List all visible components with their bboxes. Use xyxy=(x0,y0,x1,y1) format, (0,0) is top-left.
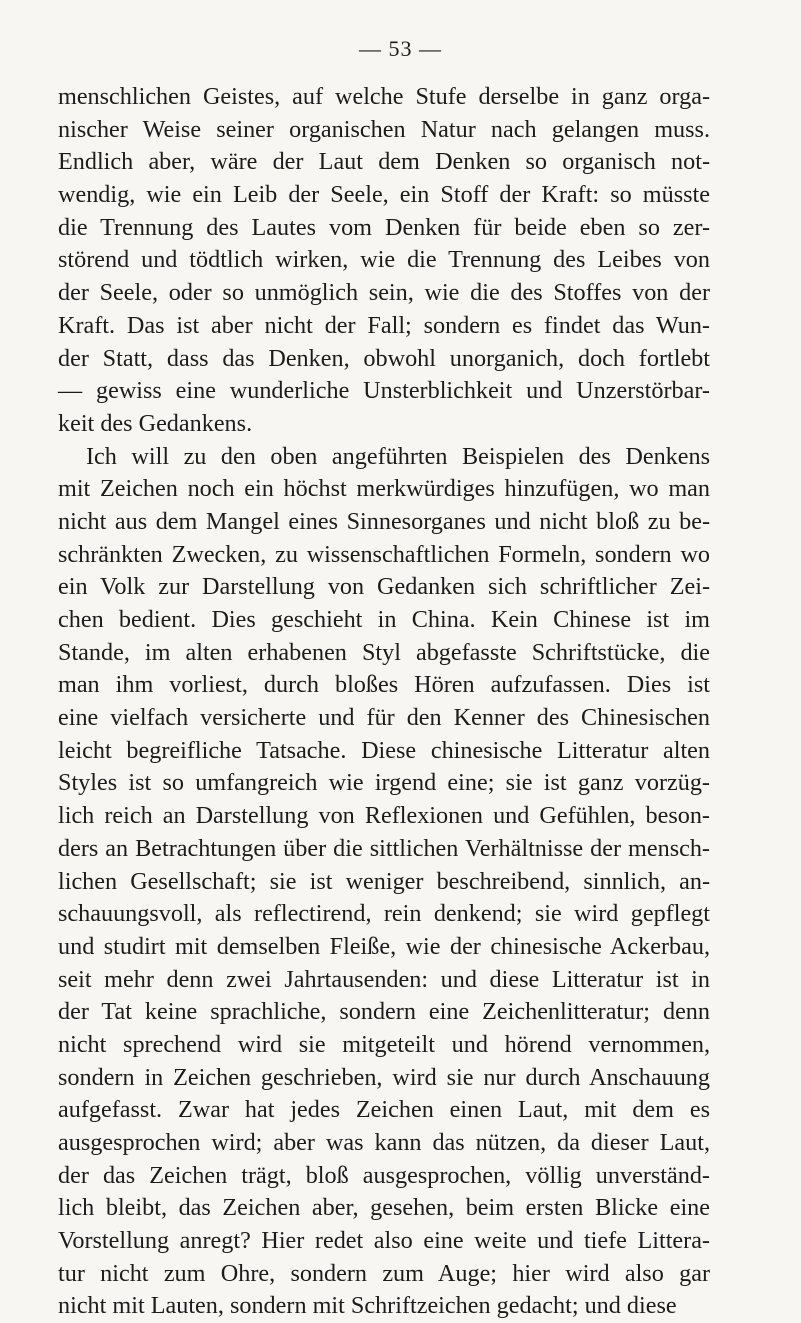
body-text xyxy=(58,81,710,1323)
text-line: nicht sprechend wird sie mitgeteilt und hörend vernommen, xyxy=(58,1030,710,1058)
text-line: ders an Betrachtungen über die sittlichen Verhältnisse der mensch- xyxy=(58,834,710,862)
text-line: lich bleibt, das Zeichen aber, gesehen, beim ersten Blicke eine xyxy=(58,1194,710,1222)
text-line: der das Zeichen trägt, bloß ausgesprochen, völlig unverständ- xyxy=(58,1161,710,1189)
text-line: der Statt, dass das Denken, obwohl unorganich, doch fortlebt xyxy=(58,344,710,372)
text-line: schränkten Zwecken, zu wissenschaftlichen Formeln, sondern wo xyxy=(58,540,710,568)
text-line: seit mehr denn zwei Jahrtausenden: und diese Litteratur ist in xyxy=(58,965,710,993)
text-line: mit Zeichen noch ein höchst merkwürdiges hinzufügen, wo man xyxy=(58,475,710,503)
text-line: Ich will zu den oben angeführten Beispielen des Denkens xyxy=(86,442,710,470)
text-line: störend und tödtlich wirken, wie die Trennung des Leibes von xyxy=(58,246,710,274)
text-line: wendig, wie ein Leib der Seele, ein Stoff der Kraft: so müsste xyxy=(58,181,710,209)
text-line: der Seele, oder so unmöglich sein, wie die des Stoffes von der xyxy=(58,279,710,307)
paragraph xyxy=(58,81,710,441)
text-line: nicht aus dem Mangel eines Sinnesorganes und nicht bloß zu be- xyxy=(58,507,710,535)
text-line: menschlichen Geistes, auf welche Stufe derselbe in ganz orga- xyxy=(58,83,710,110)
text-line: die Trennung des Lautes vom Denken für beide eben so zer- xyxy=(58,213,710,241)
text-line: eine vielfach versicherte und für den Kenner des Chinesischen xyxy=(58,704,710,732)
text-line: ausgesprochen wird; aber was kann das nützen, da dieser Laut, xyxy=(58,1129,710,1156)
text-line: ein Volk zur Darstellung von Gedanken sich schriftlicher Zei- xyxy=(58,573,710,601)
text-line: sondern in Zeichen geschrieben, wird sie nur durch Anschauung xyxy=(58,1063,710,1091)
text-line: aufgefasst. Zwar hat jedes Zeichen einen Laut, mit dem es xyxy=(58,1096,710,1124)
text-line: Stande, im alten erhabenen Styl abgefasste Schriftstücke, die xyxy=(58,638,710,666)
page-number-header: — 53 — xyxy=(359,36,442,61)
text-line: Vorstellung anregt? Hier redet also eine weite und tiefe Littera- xyxy=(58,1227,710,1255)
paragraph xyxy=(58,441,710,1323)
text-line: tur nicht zum Ohre, sondern zum Auge; hier wird also gar xyxy=(58,1259,710,1287)
text-line: lichen Gesellschaft; sie ist weniger beschreibend, sinnlich, an- xyxy=(58,867,710,895)
text-line: lich reich an Darstellung von Reflexionen und Gefühlen, beson- xyxy=(58,802,710,830)
text-line: Endlich aber, wäre der Laut dem Denken so organisch not- xyxy=(58,148,710,176)
text-line: nischer Weise seiner organischen Natur nach gelangen muss. xyxy=(58,115,710,143)
text-line: keit des Gedankens. xyxy=(58,409,253,437)
text-line: Kraft. Das ist aber nicht der Fall; sondern es findet das Wun- xyxy=(58,311,710,339)
text-line: und studirt mit demselben Fleiße, wie der chinesische Ackerbau, xyxy=(58,932,710,960)
text-line: chen bedient. Dies geschieht in China. Kein Chinese ist im xyxy=(58,606,710,633)
text-line: der Tat keine sprachliche, sondern eine Zeichenlitteratur; denn xyxy=(58,998,710,1026)
text-line: schauungsvoll, als reflectirend, rein denkend; sie wird gepflegt xyxy=(58,900,710,928)
text-line: nicht mit Lauten, sondern mit Schriftzeichen gedacht; und diese xyxy=(58,1292,677,1320)
text-line: leicht begreifliche Tatsache. Diese chinesische Litteratur alten xyxy=(58,736,710,764)
text-line: man ihm vorliest, durch bloßes Hören aufzufassen. Dies ist xyxy=(58,671,710,699)
text-line: Styles ist so umfangreich wie irgend eine; sie ist ganz vorzüg- xyxy=(58,769,710,797)
text-line: — gewiss eine wunderliche Unsterblichkeit und Unzerstörbar- xyxy=(58,377,710,405)
